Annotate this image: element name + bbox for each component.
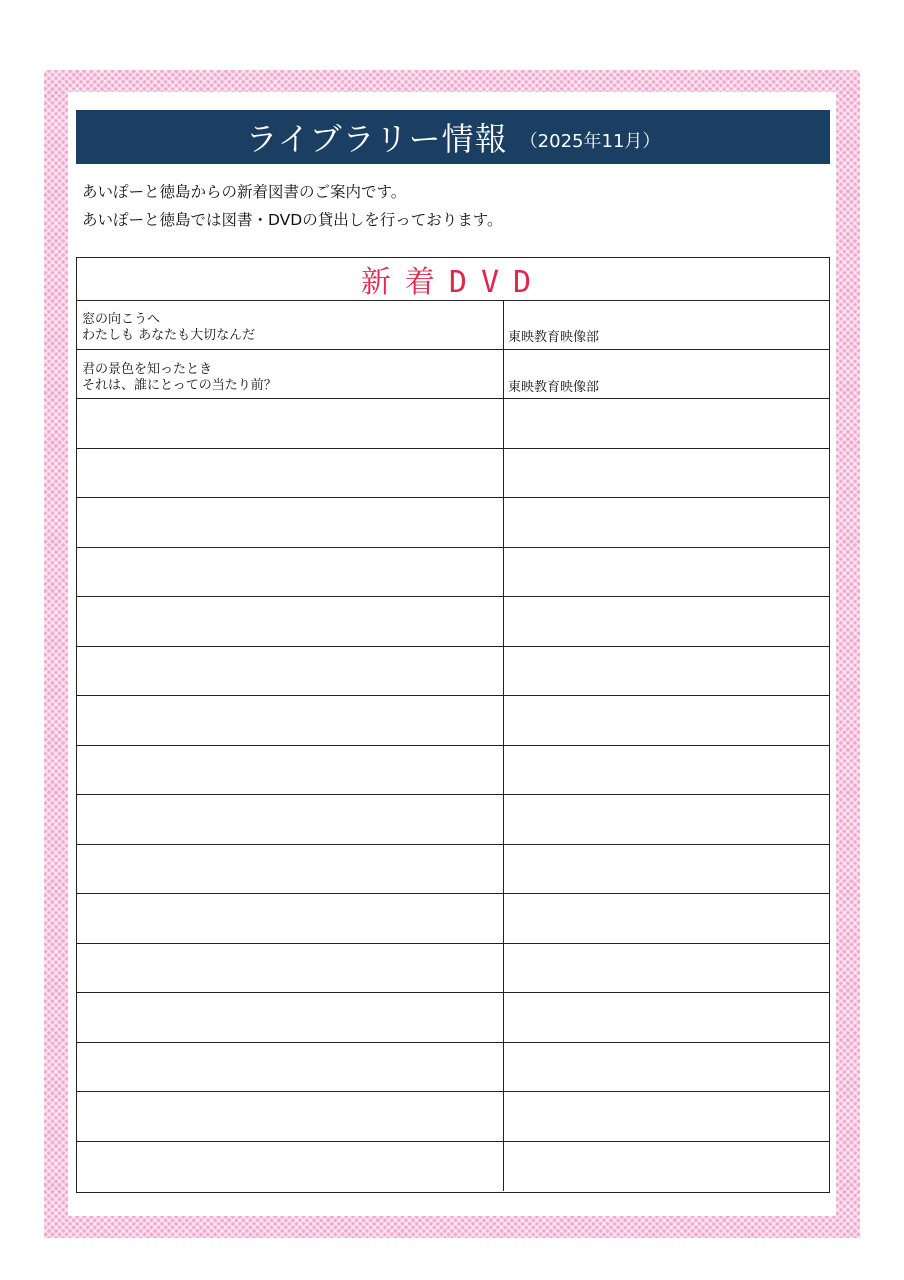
table-row [77,399,829,449]
table-row [77,449,829,499]
dvd-title-cell [77,647,504,696]
dvd-title-cell [77,1043,504,1092]
table-row [77,1092,829,1142]
dvd-title-cell [77,597,504,646]
dvd-publisher-cell [504,894,829,943]
table-row [77,1142,829,1192]
table-row [77,944,829,994]
dvd-title-cell [77,1142,504,1192]
dvd-title-cell [77,498,504,547]
table-row [77,350,829,400]
table-row [77,300,829,350]
dvd-title-cell [77,746,504,795]
table-row [77,696,829,746]
dvd-title-cell [77,548,504,597]
dvd-publisher-cell [504,696,829,745]
dvd-publisher-cell [504,845,829,894]
dvd-publisher-cell [504,597,829,646]
intro-text [82,178,822,234]
table-row [77,597,829,647]
dvd-title-cell [77,449,504,498]
dvd-publisher-cell [504,795,829,844]
table-row [77,647,829,697]
dvd-title-line-2: わたしも あなたも大切なんだ [82,328,256,343]
dvd-publisher-cell [504,399,829,448]
table-row [77,548,829,598]
dvd-publisher-cell: 東映教育映像部 [508,379,600,395]
table-row [77,795,829,845]
dvd-publisher-cell [504,647,829,696]
dvd-publisher-cell [504,1092,829,1141]
dvd-title-line-1: 窓の向こうへ [82,312,161,327]
dvd-title-cell [77,845,504,894]
table-rows [77,300,829,1191]
intro-line-1: あいぽーと徳島からの新着図書のご案内です。 [82,183,407,201]
title-banner [76,110,830,164]
table-row [77,498,829,548]
dvd-publisher-cell [504,1043,829,1092]
table-row [77,746,829,796]
dvd-title-cell [77,300,504,349]
page-title: ライブラリー情報 [245,120,508,158]
dvd-title-cell [77,795,504,844]
dvd-title-cell [77,944,504,993]
table-row [77,1043,829,1093]
intro-line-2: あいぽーと徳島では図書・DVDの貸出しを行っております。 [82,211,503,229]
dvd-publisher-cell [504,944,829,993]
dvd-publisher-cell [504,746,829,795]
dvd-title-line-1: 君の景色を知ったとき [82,361,213,377]
dvd-publisher-cell: 東映教育映像部 [508,330,600,345]
table-row [77,845,829,895]
dvd-publisher-cell [504,548,829,597]
table-row [77,894,829,944]
dvd-title-cell [77,399,504,448]
issue-date: （2025年11月） [519,131,661,152]
dvd-title-cell [77,1092,504,1141]
dvd-title-cell [77,993,504,1042]
dvd-title-cell [77,696,504,745]
table-row [77,993,829,1043]
dvd-publisher-cell [504,1142,829,1192]
dvd-publisher-cell [504,449,829,498]
new-dvd-table [76,257,830,1193]
dvd-title-cell [77,350,504,399]
dvd-title-line-2: それは、誰にとっての当たり前？ [82,377,277,393]
dvd-publisher-cell [504,498,829,547]
dvd-publisher-cell [504,993,829,1042]
table-heading: 新着DVD [77,258,829,301]
dvd-title-cell [77,894,504,943]
